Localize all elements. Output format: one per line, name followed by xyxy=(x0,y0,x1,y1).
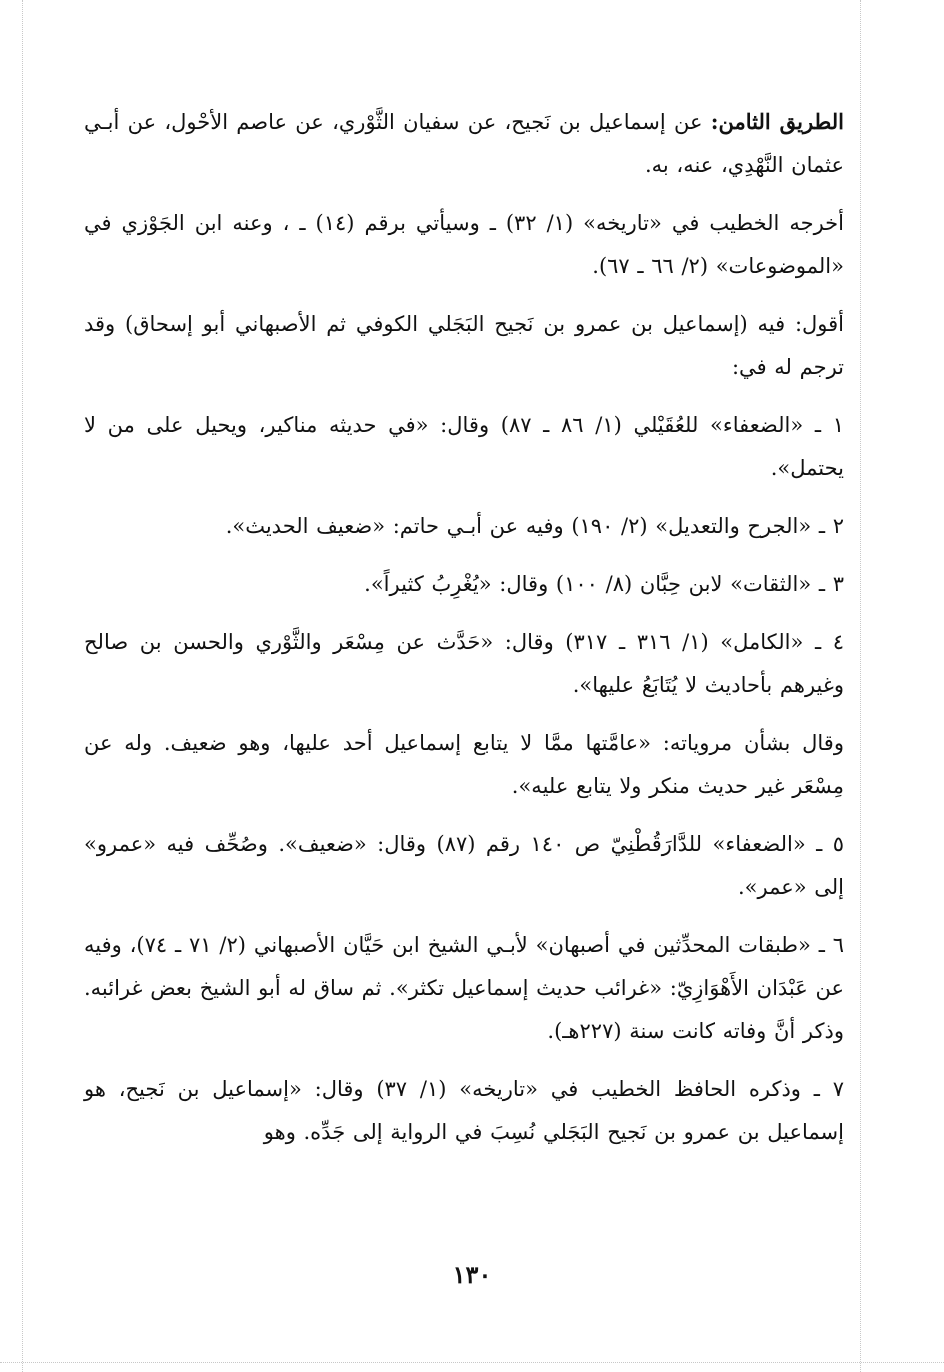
paragraph-text: أخرجه الخطيب في «تاريخه» (١/ ٣٢) ـ وسيأتي برقم (١٤) ـ ، وعنه ابن الجَوْزي في «الموضوعات» (٢/ ٦٦ ـ ٦٧). xyxy=(84,211,844,278)
paragraph-text: ٦ ـ «طبقات المحدِّثين في أصبهان» لأبـي الشيخ ابن حَيَّان الأصبهاني (٢/ ٧١ ـ ٧٤)، وفيه عن عَبْدَان الأَهْوَازِيّ: «غرائب حديث إسماعيل تكثر». ثم ساق له أبو الشيخ بعض غرائبه. وذكر أنَّ وفاته كانت سنة (٢٢٧هـ). xyxy=(84,933,844,1043)
page-number: ١٣٠ xyxy=(452,1260,492,1289)
margin-guide-bottom xyxy=(0,1362,944,1363)
paragraph-4 xyxy=(84,404,844,490)
paragraph-lead: الطريق الثامن: xyxy=(710,109,844,134)
paragraph-text: ٧ ـ وذكره الحافظ الخطيب في «تاريخه» (١/ ٣٧) وقال: «إسماعيل بن نَجيح، هو إسماعيل بن عمرو بن نَجيح البَجَلي نُسِبَ في الرواية إلى جَدِّه. وهو xyxy=(84,1077,844,1144)
margin-guide-left xyxy=(22,0,23,1372)
paragraph-11 xyxy=(84,1068,844,1154)
paragraph-10 xyxy=(84,924,844,1053)
paragraph-1 xyxy=(84,100,844,187)
paragraph-text: ٤ ـ «الكامل» (١/ ٣١٦ ـ ٣١٧) وقال: «حَدَّث عن مِسْعَر والثَّوْري والحسن بن صالح وغيرهم بأحاديث لا يُتَابَعُ عليها». xyxy=(84,630,844,697)
paragraph-text: ٣ ـ «الثقات» لابن حِبَّان (٨/ ١٠٠) وقال: «يُغْرِبُ كثيراً». xyxy=(364,572,844,596)
paragraph-8 xyxy=(84,722,844,808)
paragraph-2 xyxy=(84,202,844,288)
paragraph-9 xyxy=(84,823,844,909)
paragraph-text: عن إسماعيل بن نَجيح، عن سفيان الثَّوْري، عن عاصم الأحْول، عن أبـي عثمان النَّهْدِي، عنه، به. xyxy=(84,110,844,177)
paragraph-7 xyxy=(84,621,844,707)
main-text xyxy=(84,100,844,1154)
paragraph-text: أقول: فيه (إسماعيل بن عمرو بن نَجيح البَجَلي الكوفي ثم الأصبهاني أبو إسحاق) وقد ترجم له في: xyxy=(84,312,844,379)
paragraph-text: وقال بشأن مروياته: «عامَّتها ممَّا لا يتابع إسماعيل أحد عليها، وهو ضعيف. وله عن مِسْعَر غير حديث منكر ولا يتابع عليه». xyxy=(84,731,844,798)
paragraph-5 xyxy=(84,505,844,548)
paragraph-text: ٥ ـ «الضعفاء» للدَّارَقُطْنِيّ ص ١٤٠ رقم (٨٧) وقال: «ضعيف». وصُحِّف فيه «عمرو» إلى «عمر». xyxy=(84,832,845,899)
paragraph-3 xyxy=(84,303,844,389)
margin-guide-right xyxy=(860,0,861,1372)
paragraph-6 xyxy=(84,563,844,606)
paragraph-text: ٢ ـ «الجرح والتعديل» (٢/ ١٩٠) وفيه عن أبـي حاتم: «ضعيف الحديث». xyxy=(225,514,844,538)
paragraph-text: ١ ـ «الضعفاء» للعُقَيْلي (١/ ٨٦ ـ ٨٧) وقال: «في حديثه مناكير، ويحيل على من لا يحتمل». xyxy=(84,413,844,480)
